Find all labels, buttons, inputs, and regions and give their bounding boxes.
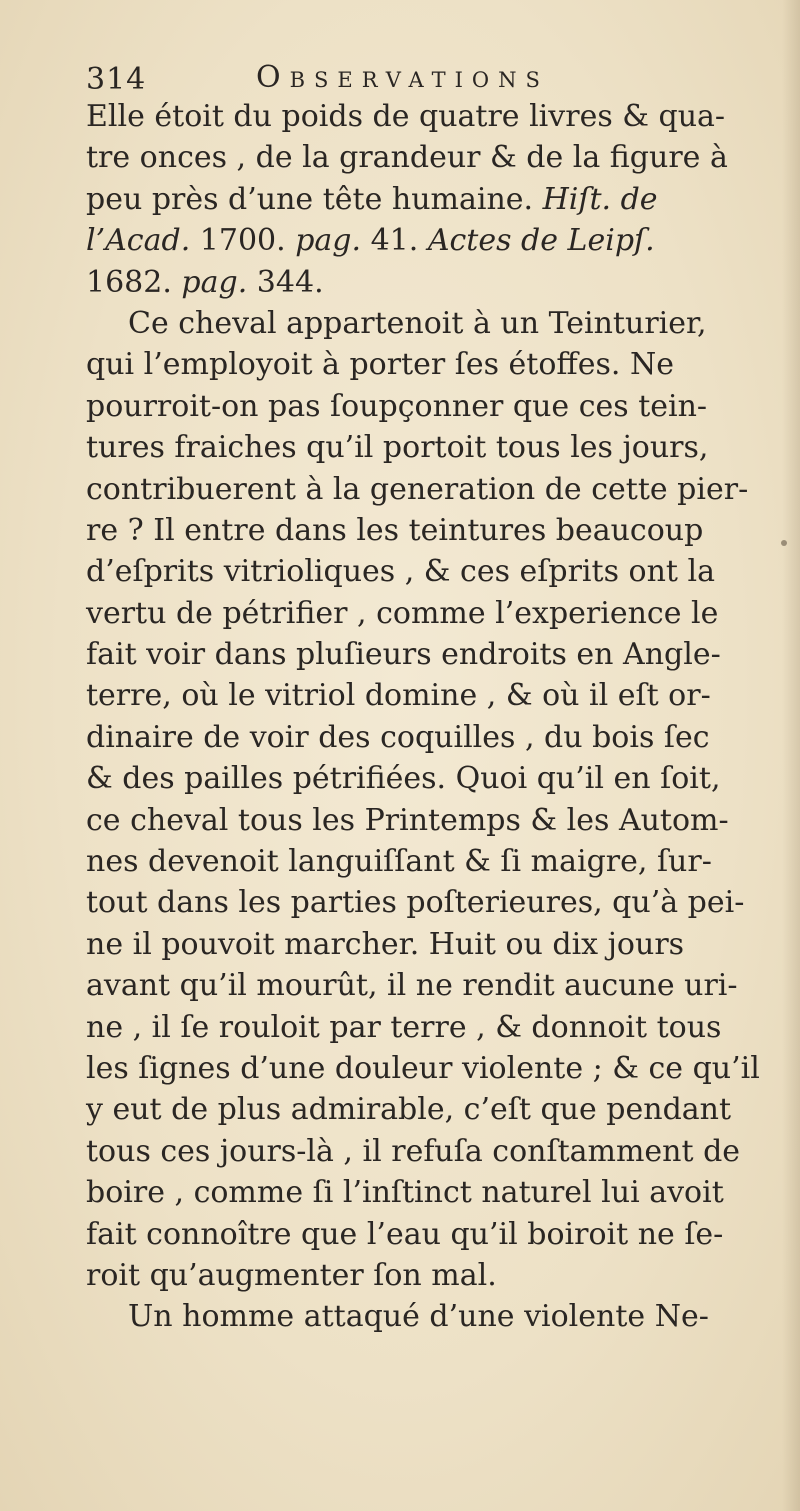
text-line bbox=[86, 510, 776, 551]
ink-spot bbox=[781, 540, 787, 546]
italic-text-segment: Hiſt. de bbox=[542, 181, 658, 217]
text-segment: tre onces , de la grandeur & de la figure à bbox=[86, 140, 728, 176]
text-segment: les ſignes d’une douleur violente ; & ce qu’il bbox=[86, 1050, 760, 1086]
page-edge-shadow bbox=[782, 0, 800, 1511]
text-line bbox=[86, 1131, 776, 1172]
text-segment: ne il pouvoit marcher. Huit ou dix jours bbox=[86, 926, 685, 962]
text-segment: tous ces jours-là , il refuſa conſtamment de bbox=[86, 1133, 741, 1169]
text-segment: tout dans les parties poſterieures, qu’à pei- bbox=[86, 885, 745, 921]
text-line bbox=[86, 965, 776, 1006]
text-line bbox=[86, 1048, 776, 1089]
text-line bbox=[86, 427, 776, 468]
text-segment: roit qu’augmenter ſon mal. bbox=[86, 1257, 497, 1293]
text-line bbox=[86, 841, 776, 882]
text-line bbox=[86, 1172, 776, 1213]
text-segment: 344. bbox=[247, 264, 324, 300]
text-line bbox=[86, 882, 776, 923]
page-header bbox=[86, 60, 686, 100]
text-segment: terre, où le vitriol domine , & où il eſt or- bbox=[86, 678, 711, 714]
text-segment: 41. bbox=[361, 223, 428, 259]
text-segment: dinaire de voir des coquilles , du bois ſec bbox=[86, 719, 710, 755]
italic-text-segment: pag. bbox=[181, 264, 248, 300]
text-line bbox=[86, 303, 776, 344]
text-segment: ce cheval tous les Printemps & les Autom- bbox=[86, 802, 729, 838]
text-line bbox=[86, 469, 776, 510]
text-segment: 1682. bbox=[86, 264, 182, 300]
text-line bbox=[86, 551, 776, 592]
text-segment: d’eſprits vitrioliques , & ces eſprits ont la bbox=[86, 554, 715, 590]
text-segment: 1700. bbox=[190, 223, 296, 259]
text-segment: nes devenoit languiſſant & ſi maigre, ſur- bbox=[86, 844, 712, 880]
text-line bbox=[86, 96, 776, 137]
body-text bbox=[86, 96, 776, 1338]
text-segment: y eut de plus admirable, c’eſt que pendant bbox=[86, 1092, 732, 1128]
text-segment: fait connoître que l’eau qu’il boiroit ne ſe- bbox=[86, 1216, 724, 1252]
text-line bbox=[86, 758, 776, 799]
text-segment: contribuerent à la generation de cette pier- bbox=[86, 471, 749, 507]
italic-text-segment: l’Acad. bbox=[86, 223, 191, 259]
text-segment: avant qu’il mourût, il ne rendit aucune uri- bbox=[86, 968, 738, 1004]
text-line bbox=[86, 800, 776, 841]
text-line bbox=[86, 137, 776, 178]
text-line bbox=[86, 179, 776, 220]
text-segment: tures fraiches qu’il portoit tous les jours, bbox=[86, 430, 709, 466]
text-segment: Elle étoit du poids de quatre livres & qua- bbox=[86, 99, 726, 134]
text-segment: Un homme attaqué d’une violente Ne- bbox=[128, 1299, 709, 1335]
text-line bbox=[86, 262, 776, 303]
text-segment: peu près d’une tête humaine. bbox=[86, 181, 543, 217]
text-line bbox=[86, 1089, 776, 1130]
italic-text-segment: pag. bbox=[295, 223, 362, 259]
text-line bbox=[86, 1214, 776, 1255]
text-segment: qui l’employoit à porter ſes étoffes. Ne bbox=[86, 347, 674, 383]
italic-text-segment: Actes de Leipſ. bbox=[427, 223, 655, 259]
text-line bbox=[86, 924, 776, 965]
text-segment: re ? Il entre dans les teintures beaucoup bbox=[86, 512, 704, 548]
text-line bbox=[86, 220, 776, 261]
text-segment: vertu de pétrifier , comme l’experience le bbox=[86, 595, 719, 631]
text-segment: & des pailles pétrifiées. Quoi qu’il en ſoit, bbox=[86, 761, 721, 797]
text-line bbox=[86, 634, 776, 675]
text-line bbox=[86, 1007, 776, 1048]
text-line bbox=[86, 593, 776, 634]
text-segment: fait voir dans pluſieurs endroits en Angle- bbox=[86, 637, 721, 673]
text-line bbox=[86, 717, 776, 758]
text-line bbox=[86, 344, 776, 385]
text-line bbox=[86, 386, 776, 427]
text-segment: ne , il ſe rouloit par terre , & donnoit tous bbox=[86, 1009, 722, 1045]
running-head: Observations bbox=[256, 60, 549, 95]
text-segment: Ce cheval appartenoit à un Teinturier, bbox=[128, 305, 707, 341]
text-segment: boire , comme ſi l’inſtinct naturel lui avoit bbox=[86, 1175, 724, 1211]
text-segment: pourroit-on pas ſoupçonner que ces tein- bbox=[86, 388, 708, 424]
page-number: 314 bbox=[86, 62, 147, 97]
text-line bbox=[86, 675, 776, 716]
text-line bbox=[86, 1296, 776, 1337]
text-line bbox=[86, 1255, 776, 1296]
